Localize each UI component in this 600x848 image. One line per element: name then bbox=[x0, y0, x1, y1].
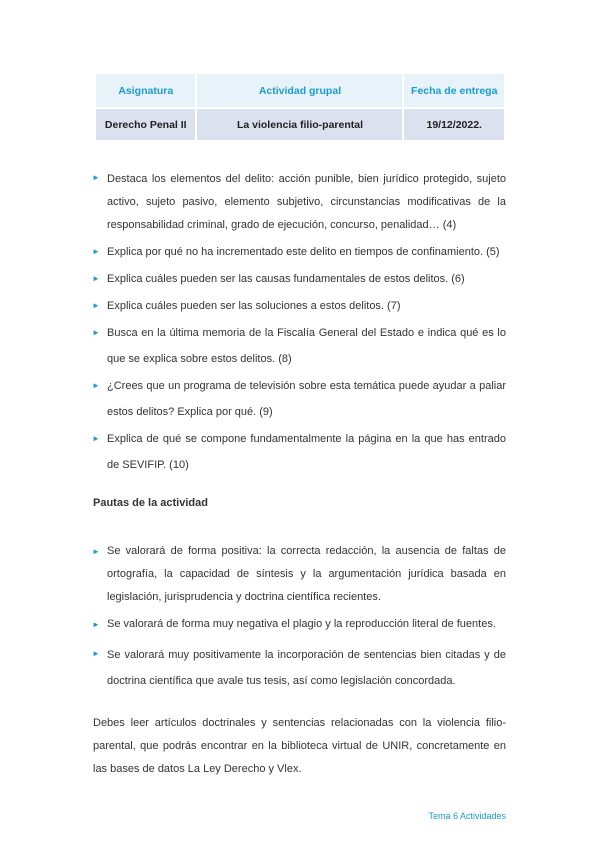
list-item bbox=[92, 320, 506, 372]
task-text: Busca en la última memoria de la Fiscalía General del Estado e indica qué es lo que se explica sobre estos delitos. (8) bbox=[107, 327, 506, 365]
guidelines-title: Pautas de la actividad bbox=[93, 497, 208, 509]
triangle-right-icon: ► bbox=[92, 274, 100, 283]
cell-due-date: 19/12/2022. bbox=[404, 107, 504, 140]
list-item bbox=[92, 426, 506, 478]
page-footer: Tema 6 Actividades bbox=[428, 811, 506, 821]
guideline-text: Se valorará de forma positiva: la correcta redacción, la ausencia de faltas de ortografía, la capacidad de síntesis y la argumentación jurídica basada en legislación, jurisprudencia y doctrina científica recientes. bbox=[107, 545, 506, 603]
task-text: Explica de qué se compone fundamentalmente la página en la que has entrado de SEVIFIP. (10) bbox=[107, 433, 506, 471]
list-item bbox=[92, 239, 506, 265]
guidelines-list bbox=[92, 540, 506, 698]
activity-info-table bbox=[94, 74, 506, 140]
triangle-right-icon: ► bbox=[92, 547, 100, 556]
triangle-right-icon: ► bbox=[92, 434, 100, 443]
cell-subject: Derecho Penal II bbox=[96, 107, 195, 140]
task-text: Explica por qué no ha incrementado este delito en tiempos de confinamiento. (5) bbox=[107, 246, 500, 258]
list-item bbox=[92, 642, 506, 694]
task-list bbox=[92, 166, 506, 479]
cell-activity: La violencia filio-parental bbox=[197, 107, 402, 140]
list-item bbox=[92, 293, 506, 319]
header-activity: Actividad grupal bbox=[197, 74, 402, 107]
table-header-row bbox=[96, 74, 504, 107]
list-item bbox=[92, 166, 506, 237]
task-text: Explica cuáles pueden ser las soluciones a estos delitos. (7) bbox=[107, 300, 401, 312]
guideline-text: Se valorará muy positivamente la incorporación de sentencias bien citadas y de doctrina científica que avale tus tesis, así como legislación concordada. bbox=[107, 649, 506, 687]
table-row bbox=[96, 107, 504, 140]
guideline-text: Se valorará de forma muy negativa el plagio y la reproducción literal de fuentes. bbox=[107, 618, 496, 630]
task-text: Destaca los elementos del delito: acción punible, bien jurídico protegido, sujeto activo, sujeto pasivo, elemento subjetivo, circunstancias modificativas de la responsabilidad criminal, grado de ejecución, concurso, penalidad… (4) bbox=[107, 173, 506, 231]
triangle-right-icon: ► bbox=[92, 649, 100, 658]
list-item bbox=[92, 373, 506, 425]
list-item bbox=[92, 266, 506, 292]
triangle-right-icon: ► bbox=[92, 328, 100, 337]
triangle-right-icon: ► bbox=[92, 301, 100, 310]
header-due-date: Fecha de entrega bbox=[404, 74, 504, 107]
closing-paragraph: Debes leer artículos doctrinales y sentencias relacionadas con la violencia filio-parental, que podrás encontrar en la biblioteca virtual de UNIR, concretamente en las bases de datos La Ley Derecho y Vlex. bbox=[93, 717, 506, 775]
triangle-right-icon: ► bbox=[92, 381, 100, 390]
triangle-right-icon: ► bbox=[92, 620, 100, 629]
list-item bbox=[92, 540, 506, 609]
list-item bbox=[92, 613, 506, 636]
triangle-right-icon: ► bbox=[92, 247, 100, 256]
triangle-right-icon: ► bbox=[92, 173, 100, 182]
header-subject: Asignatura bbox=[96, 74, 195, 107]
task-text: Explica cuáles pueden ser las causas fundamentales de estos delitos. (6) bbox=[107, 273, 465, 285]
task-text: ¿Crees que un programa de televisión sobre esta temática puede ayudar a paliar estos delitos? Explica por qué. (9) bbox=[107, 380, 506, 418]
